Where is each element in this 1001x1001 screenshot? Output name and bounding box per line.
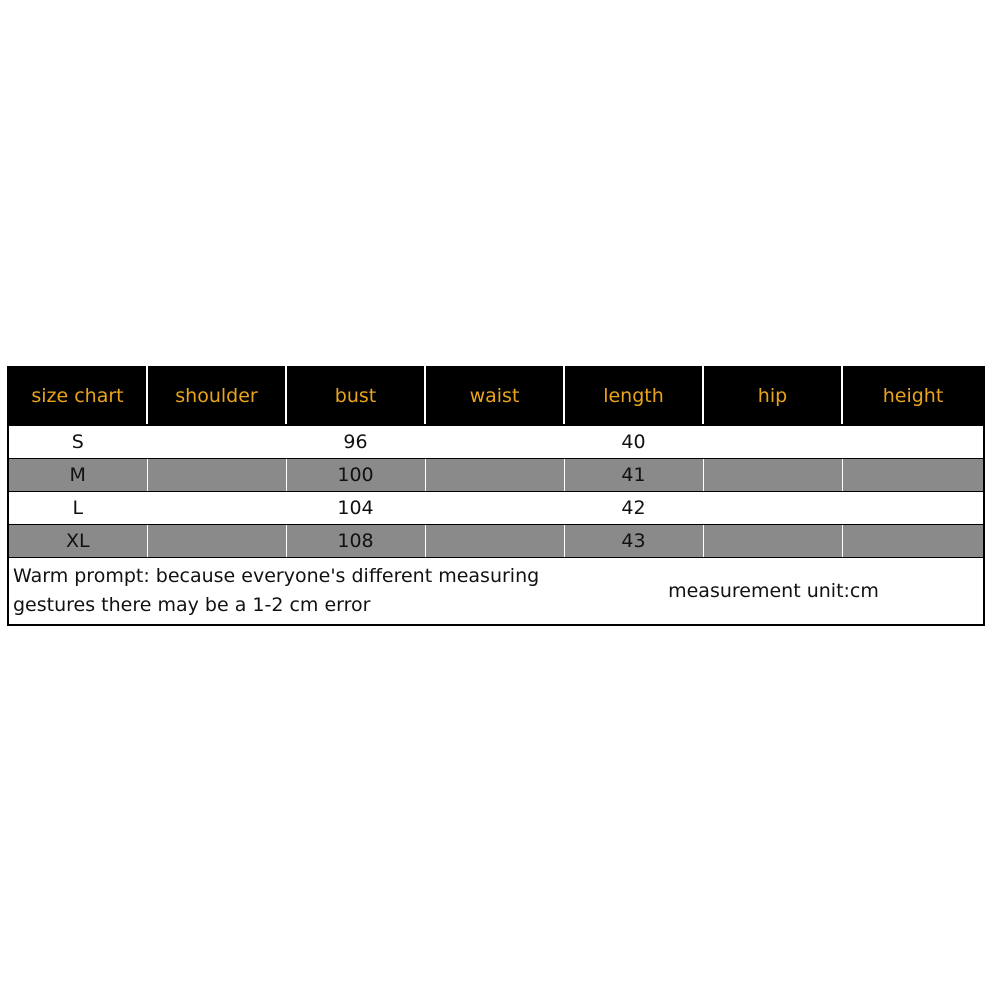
cell-bust: 108 (286, 525, 425, 558)
cell-waist (425, 492, 564, 525)
size-chart-table (7, 366, 985, 626)
cell-size: XL (8, 525, 147, 558)
cell-size: L (8, 492, 147, 525)
table-row (8, 492, 984, 525)
header-hip: hip (703, 367, 842, 425)
cell-bust: 104 (286, 492, 425, 525)
note-row (8, 558, 984, 626)
header-bust: bust (286, 367, 425, 425)
cell-height (842, 525, 984, 558)
cell-length: 41 (564, 459, 703, 492)
cell-waist (425, 425, 564, 459)
header-shoulder: shoulder (147, 367, 286, 425)
cell-shoulder (147, 425, 286, 459)
cell-length: 42 (564, 492, 703, 525)
note-line-2: gestures there may be a 1-2 cm error (13, 594, 371, 616)
measurement-unit: measurement unit:cm (564, 558, 984, 626)
cell-shoulder (147, 492, 286, 525)
header-length: length (564, 367, 703, 425)
cell-hip (703, 525, 842, 558)
cell-height (842, 459, 984, 492)
cell-size: S (8, 425, 147, 459)
cell-hip (703, 425, 842, 459)
table-row (8, 459, 984, 492)
cell-waist (425, 459, 564, 492)
cell-hip (703, 459, 842, 492)
cell-shoulder (147, 525, 286, 558)
cell-shoulder (147, 459, 286, 492)
cell-waist (425, 525, 564, 558)
cell-height (842, 492, 984, 525)
header-row (8, 367, 984, 425)
header-size-chart: size chart (8, 367, 147, 425)
header-height: height (842, 367, 984, 425)
table-row (8, 425, 984, 459)
cell-size: M (8, 459, 147, 492)
cell-hip (703, 492, 842, 525)
header-waist: waist (425, 367, 564, 425)
cell-bust: 96 (286, 425, 425, 459)
cell-height (842, 425, 984, 459)
cell-length: 43 (564, 525, 703, 558)
cell-bust: 100 (286, 459, 425, 492)
cell-length: 40 (564, 425, 703, 459)
table-row (8, 525, 984, 558)
measurement-note (8, 558, 564, 626)
note-line-1: Warm prompt: because everyone's different measuring (13, 565, 540, 587)
